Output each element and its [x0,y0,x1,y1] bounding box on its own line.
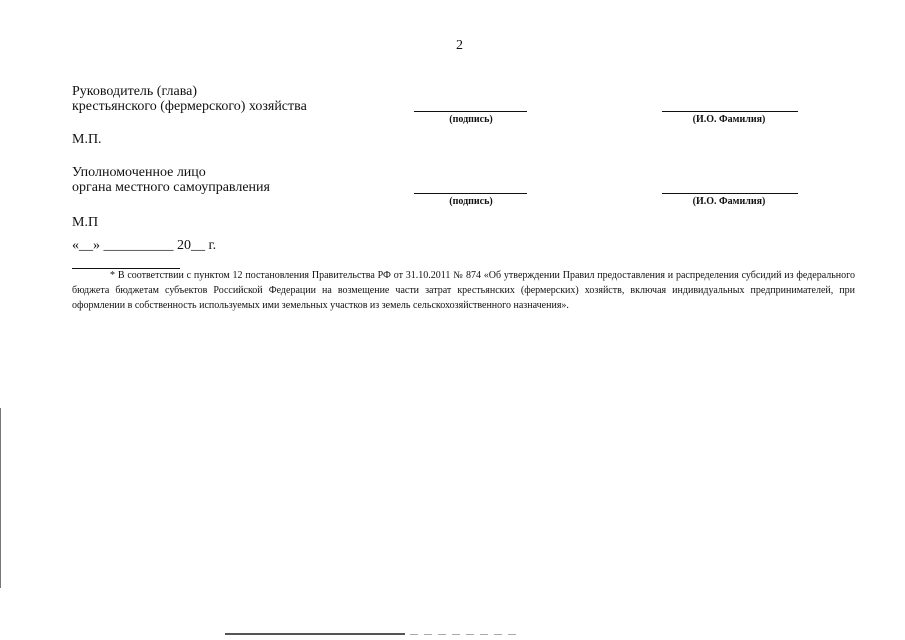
scan-left-edge-mark [0,408,1,588]
official-title-line-1: Уполномоченное лицо [72,165,206,180]
head-signature-line [414,111,527,112]
head-stamp-place: М.П. [72,132,102,147]
page-number: 2 [456,38,463,53]
footnote-text: * В соответствии с пунктом 12 постановления Правительства РФ от 31.10.2011 № 874 «Об утверждении Правил предоставления и распределения субсидий из федерального бюджета бюджетам субъектов Российской Федерации на возмещение части затрат крестьянских (фермерских) хозяйств, включая индивидуальных предпринимателей, при оформлении в собственность используемых ими земельных участков из земель сельскохозяйственного назначения». [72,270,855,311]
official-name-line [662,193,798,194]
head-signature-caption: (подпись) [449,114,493,125]
official-signature-line [414,193,527,194]
date-line: «__» __________ 20__ г. [72,238,217,253]
head-title-line-2: крестьянского (фермерского) хозяйства [72,99,307,114]
scan-bottom-edge-mark [225,633,405,635]
scan-bottom-faint-mark [410,634,520,635]
head-title-line-1: Руководитель (глава) [72,84,198,99]
official-name-caption: (И.О. Фамилия) [692,196,766,207]
official-title-line-2: органа местного самоуправления [72,180,270,195]
head-name-caption: (И.О. Фамилия) [692,114,766,125]
official-stamp-place: М.П [72,215,99,230]
official-signature-caption: (подпись) [449,196,493,207]
head-name-line [662,111,798,112]
